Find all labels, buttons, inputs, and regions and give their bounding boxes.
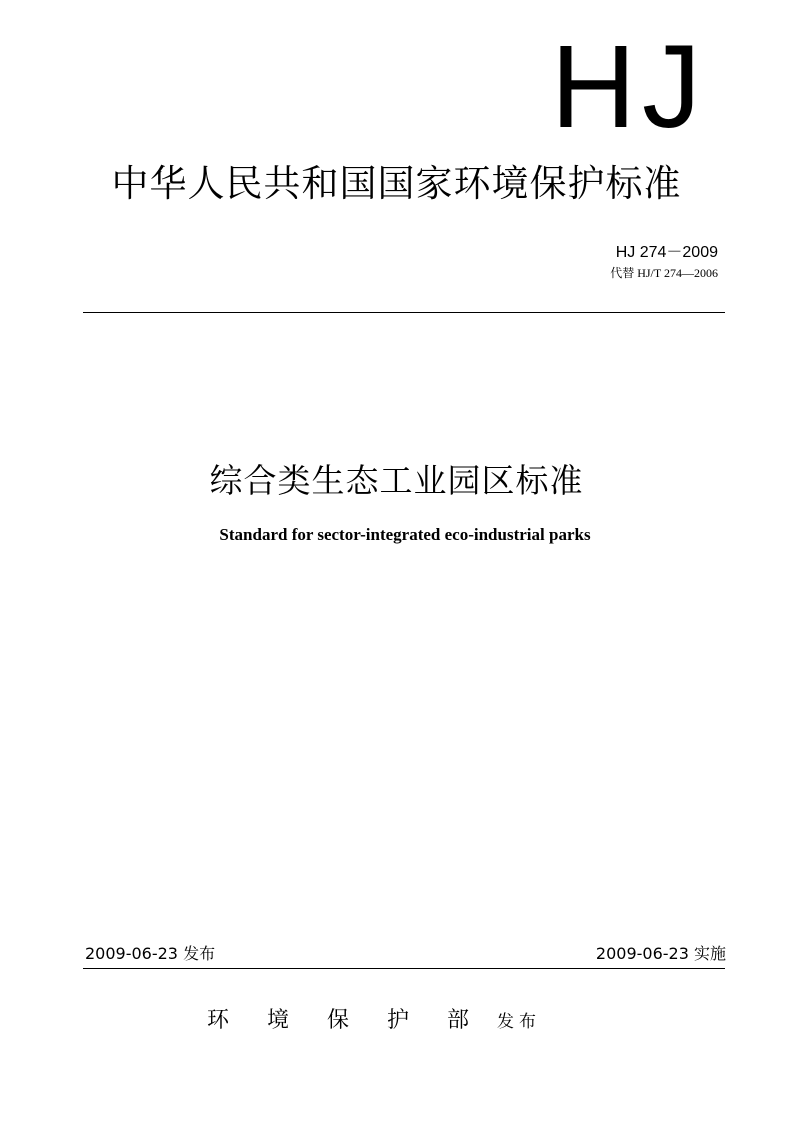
issue-date: 2009-06-23 发布 xyxy=(85,944,216,963)
english-title: Standard for sector-integrated eco-industrial parks xyxy=(219,525,591,544)
bottom-divider xyxy=(83,968,725,969)
chinese-title: 综合类生态工业园区标准 xyxy=(209,461,584,500)
replaces-standard: 代替 HJ/T 274—2006 xyxy=(610,266,718,280)
publish-label: 发布 xyxy=(497,1012,542,1032)
implementation-date: 2009-06-23 实施 xyxy=(595,944,726,963)
standard-number: HJ 274－2009 xyxy=(615,244,718,261)
hj-logo: HJ xyxy=(550,21,707,153)
publisher-name: 环境保护部 xyxy=(207,1008,508,1033)
top-divider xyxy=(83,312,725,313)
publisher-line xyxy=(207,1007,541,1035)
national-standard-title: 中华人民共和国国家环境保护标准 xyxy=(111,162,682,205)
